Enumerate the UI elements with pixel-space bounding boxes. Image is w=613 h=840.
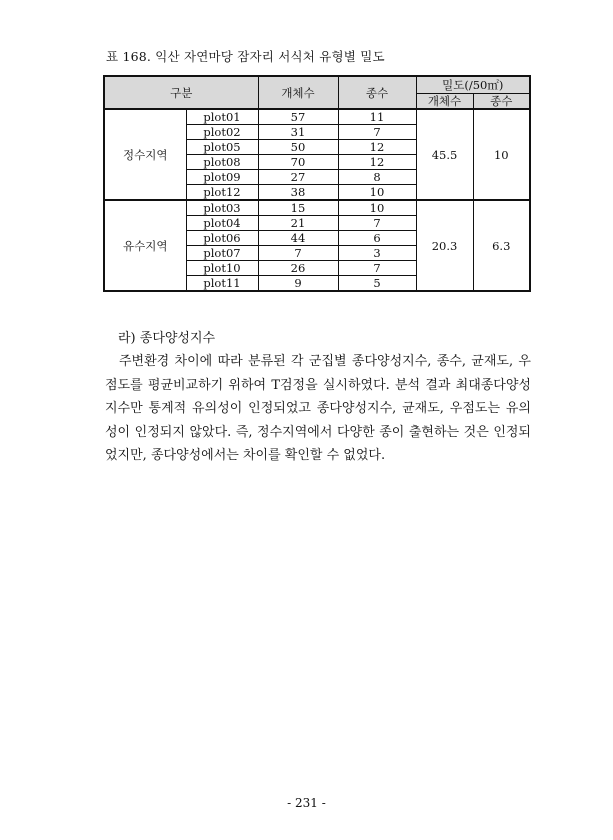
plot-cell: plot06: [186, 231, 258, 246]
individuals-cell: 57: [258, 109, 338, 125]
species-cell: 10: [338, 200, 416, 216]
individuals-cell: 26: [258, 261, 338, 276]
individuals-cell: 31: [258, 125, 338, 140]
plot-cell: plot02: [186, 125, 258, 140]
individuals-cell: 21: [258, 216, 338, 231]
species-cell: 7: [338, 216, 416, 231]
header-species: 종수: [338, 76, 416, 109]
table-row: [104, 109, 530, 125]
group-standing-water: [104, 109, 530, 200]
species-cell: 12: [338, 140, 416, 155]
plot-cell: plot05: [186, 140, 258, 155]
density-individuals-cell: 20.3: [416, 200, 473, 291]
species-cell: 10: [338, 185, 416, 201]
plot-cell: plot08: [186, 155, 258, 170]
plot-cell: plot04: [186, 216, 258, 231]
plot-cell: plot12: [186, 185, 258, 201]
page-number: - 231 -: [287, 796, 326, 810]
header-group: 구분: [104, 76, 258, 109]
density-species-cell: 6.3: [473, 200, 530, 291]
species-cell: 3: [338, 246, 416, 261]
header-density-species: 종수: [473, 94, 530, 110]
plot-cell: plot09: [186, 170, 258, 185]
plot-cell: plot11: [186, 276, 258, 292]
table-row: [104, 200, 530, 216]
group-label: 유수지역: [104, 200, 186, 291]
density-table: [103, 75, 531, 292]
body-paragraph: [105, 350, 531, 468]
individuals-cell: 44: [258, 231, 338, 246]
density-individuals-cell: 45.5: [416, 109, 473, 200]
species-cell: 6: [338, 231, 416, 246]
plot-cell: plot03: [186, 200, 258, 216]
individuals-cell: 9: [258, 276, 338, 292]
individuals-cell: 50: [258, 140, 338, 155]
plot-cell: plot07: [186, 246, 258, 261]
individuals-cell: 27: [258, 170, 338, 185]
density-species-cell: 10: [473, 109, 530, 200]
table-caption: 표 168. 익산 자연마당 잠자리 서식처 유형별 밀도: [106, 49, 385, 64]
group-label: 정수지역: [104, 109, 186, 200]
species-cell: 5: [338, 276, 416, 292]
header-density-individuals: 개체수: [416, 94, 473, 110]
individuals-cell: 70: [258, 155, 338, 170]
plot-cell: plot10: [186, 261, 258, 276]
species-cell: 7: [338, 125, 416, 140]
individuals-cell: 7: [258, 246, 338, 261]
paragraph-text: 주변환경 차이에 따라 분류된 각 군집별 종다양성지수, 종수, 균재도, 우점도를 평균비교하기 위하여 T검정을 실시하였다. 분석 결과 최대종다양성지수만 통계적 유의성이 인정되었고 종다양성지수, 균재도, 우점도는 유의성이 인정되지 않았다. 즉, 정수지역에서 다양한 종이 출현하는 것은 인정되었지만, 종다양성에서는 차이를 확인할 수 없었다.: [105, 354, 531, 463]
header-density: 밀도(/50㎡): [416, 76, 530, 94]
individuals-cell: 38: [258, 185, 338, 201]
header-individuals: 개체수: [258, 76, 338, 109]
plot-cell: plot01: [186, 109, 258, 125]
species-cell: 12: [338, 155, 416, 170]
species-cell: 7: [338, 261, 416, 276]
species-cell: 8: [338, 170, 416, 185]
group-flowing-water: [104, 200, 530, 291]
species-cell: 11: [338, 109, 416, 125]
individuals-cell: 15: [258, 200, 338, 216]
section-title: 라) 종다양성지수: [118, 331, 216, 346]
